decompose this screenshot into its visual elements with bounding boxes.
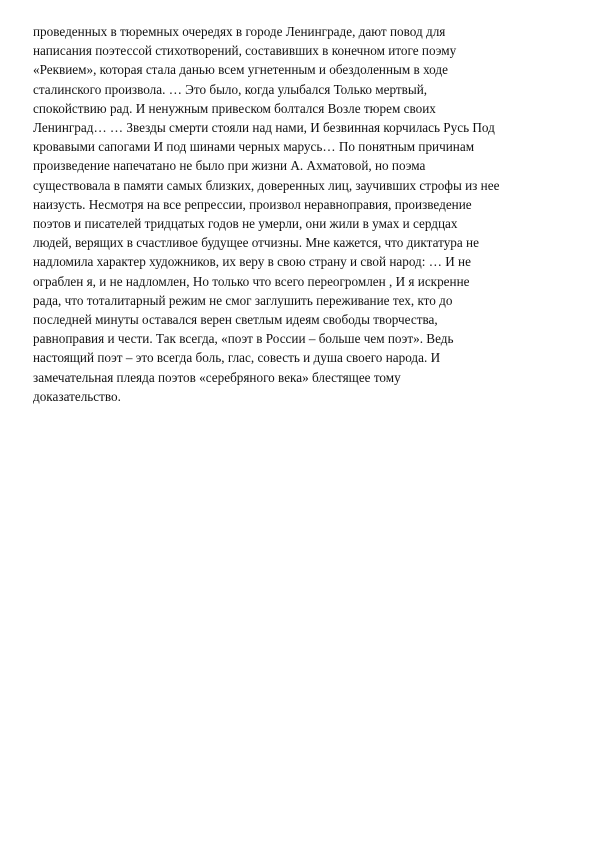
text-line: спокойствию рад. И ненужным привеском болтался Возле тюрем своих xyxy=(33,100,436,116)
text-line: рада, что тоталитарный режим не смог заглушить переживание тех, кто до xyxy=(33,292,453,308)
text-line: равноправия и чести. Так всегда, «поэт в России – больше чем поэт». Ведь xyxy=(33,331,454,347)
text-line: поэтов и писателей тридцатых годов не умерли, они жили в умах и сердцах xyxy=(33,216,458,232)
text-line: последней минуты оставался верен светлым идеям свободы творчества, xyxy=(33,312,438,328)
text-line: ограблен я, и не надломлен, Но только что всего переогромлен , И я искренне xyxy=(33,273,470,289)
text-line: кровавыми сапогами И под шинами черных марусь… По понятным причинам xyxy=(33,139,475,155)
text-line: Ленинград… … Звезды смерти стояли над нами, И безвинная корчилась Русь Под xyxy=(33,120,495,136)
body-text xyxy=(33,22,573,406)
text-line: настоящий поэт – это всегда боль, глас, совесть и душа своего народа. И xyxy=(33,350,441,366)
text-line: «Реквием», которая стала данью всем угнетенным и обездоленным в ходе xyxy=(33,62,448,78)
text-line: сталинского произвола. … Это было, когда улыбался Только мертвый, xyxy=(33,81,428,97)
text-line: существовала в памяти самых близких, доверенных лиц, заучивших строфы из нее xyxy=(33,177,500,193)
text-line: написания поэтессой стихотворений, составивших в конечном итоге поэму xyxy=(33,43,457,59)
text-line: произведение напечатано не было при жизни А. Ахматовой, но поэма xyxy=(33,158,426,174)
text-line: проведенных в тюремных очередях в городе Ленинграде, дают повод для xyxy=(33,24,446,39)
text-line: наизусть. Несмотря на все репрессии, произвол неравноправия, произведение xyxy=(33,196,472,212)
text-line: доказательство. xyxy=(33,388,121,404)
text-line: замечательная плеяда поэтов «серебряного века» блестящее тому xyxy=(33,369,401,385)
text-line: надломила характер художников, их веру в свою страну и свой народ: … И не xyxy=(33,254,471,270)
text-line: людей, верящих в счастливое будущее отчизны. Мне кажется, что диктатура не xyxy=(33,235,479,251)
